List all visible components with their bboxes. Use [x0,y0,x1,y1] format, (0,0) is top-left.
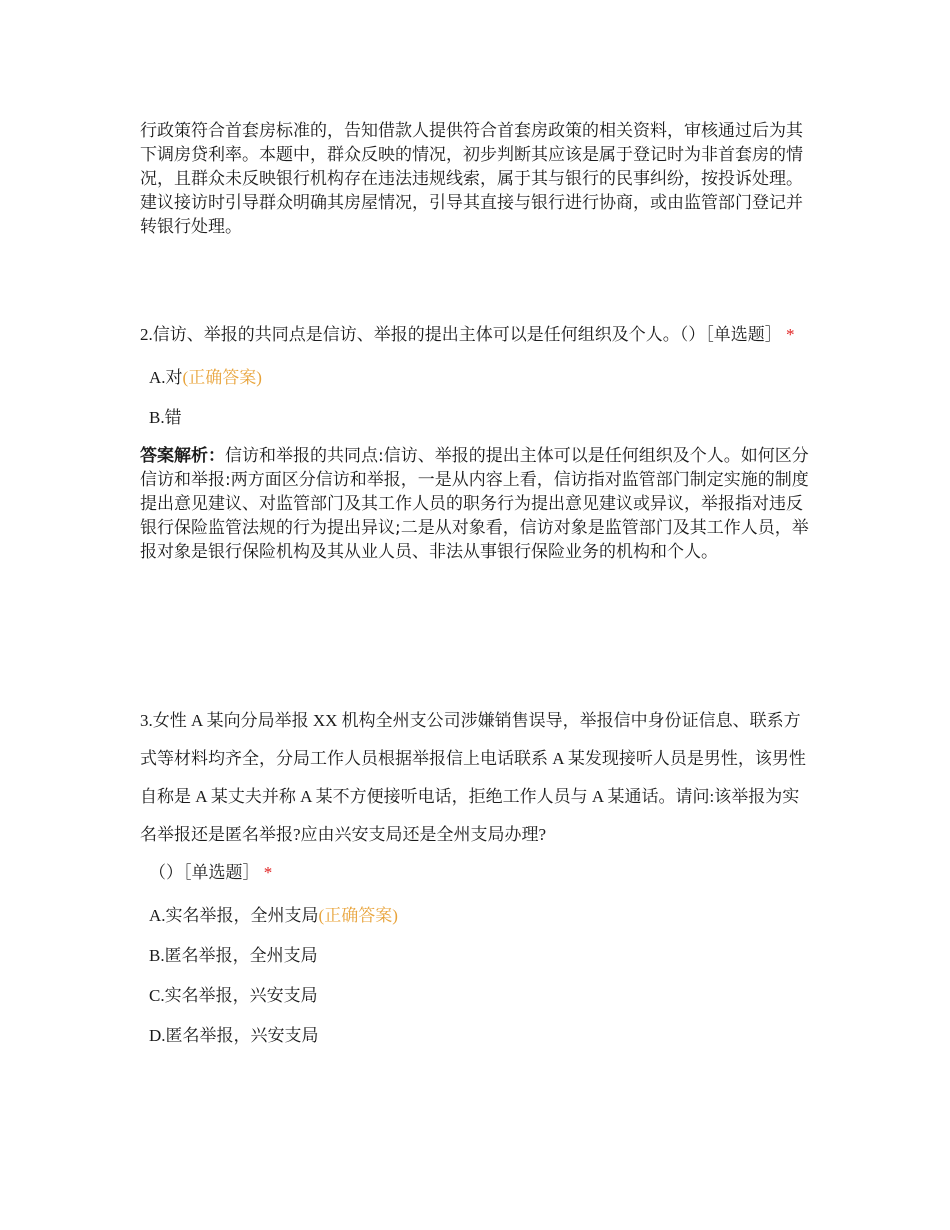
correct-answer-label: (正确答案) [318,906,398,925]
option-a-text: A.对 [149,368,183,387]
correct-answer-label: (正确答案) [182,368,262,387]
question-3-stem-text: 3.女性 A 某向分局举报 XX 机构全州支公司涉嫌销售误导，举报信中身份证信息、联系方式等材料均齐全，分局工作人员根据举报信上电话联系 A 某发现接听人员是男性，该男性自称是 A 某丈夫并称 A 某不方便接听电话，拒绝工作人员与 A 某通话。请问:该举报为实名举报还是匿名举报?应由兴安支局还是全州支局办理? [140,711,806,844]
option-b-text: B.匿名举报，全州支局 [149,946,318,965]
question-2-stem-text: 2.信访、举报的共同点是信访、举报的提出主体可以是任何组织及个人。（）［单选题］ [140,325,782,344]
question-3-stem-tail: （）［单选题］ [149,863,260,882]
question-3 [140,702,815,1056]
required-mark: * [786,325,795,344]
option-b-text: B.错 [149,408,182,427]
option-b[interactable] [140,936,815,976]
option-c-text: C.实名举报，兴安支局 [149,986,318,1005]
option-a[interactable] [140,358,815,398]
question-2-analysis [140,444,815,564]
question-3-stem [140,702,815,892]
question-2-stem [140,316,815,354]
option-b[interactable] [140,398,815,438]
option-a[interactable] [140,896,815,936]
question-2-options [140,358,815,438]
option-a-text: A.实名举报，全州支局 [149,906,319,925]
intro-paragraph: 行政策符合首套房标准的，告知借款人提供符合首套房政策的相关资料，审核通过后为其下调房贷利率。本题中，群众反映的情况，初步判断其应该是属于登记时为非首套房的情况，且群众未反映银行机构存在违法违规线索，属于其与银行的民事纠纷，按投诉处理。建议接访时引导群众明确其房屋情况，引导其直接与银行进行协商，或由监管部门登记并转银行处理。 [140,121,803,237]
option-c[interactable] [140,976,815,1016]
question-2 [140,316,815,564]
analysis-text: 信访和举报的共同点:信访、举报的提出主体可以是任何组织及个人。如何区分信访和举报:两方面区分信访和举报，一是从内容上看，信访指对监管部门制定实施的制度提出意见建议、对监管部门及其工作人员的职务行为提出意见建议或异议，举报指对违反银行保险监管法规的行为提出异议;二是从对象看，信访对象是监管部门及其工作人员，举报对象是银行保险机构及其从业人员、非法从事银行保险业务的机构和个人。 [140,446,809,562]
option-d-text: D.匿名举报，兴安支局 [149,1026,319,1045]
option-d[interactable] [140,1016,815,1056]
question-3-options [140,896,815,1056]
analysis-label: 答案解析： [140,446,225,466]
required-mark: * [263,863,273,882]
